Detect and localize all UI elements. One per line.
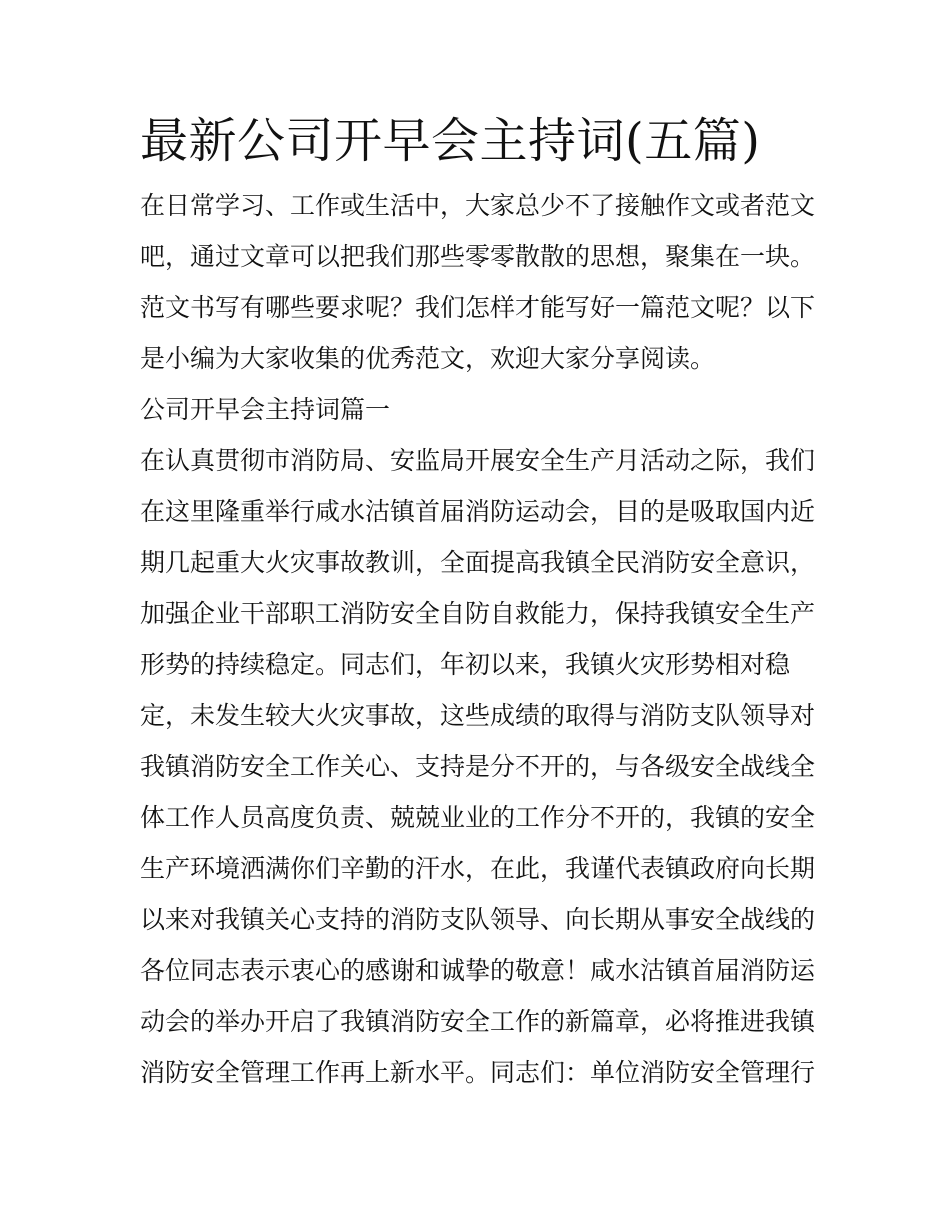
section-heading: 公司开早会主持词篇一: [140, 395, 391, 425]
paragraph-line: 在这里隆重举行咸水沽镇首届消防运动会，目的是吸取国内近: [140, 497, 816, 527]
paragraph-line: 形势的持续稳定。同志们，年初以来，我镇火灾形势相对稳: [140, 650, 791, 680]
paragraph-line: 生产环境洒满你们辛勤的汗水，在此，我谨代表镇政府向长期: [140, 854, 816, 884]
document-body: [140, 180, 816, 1098]
paragraph-line: 我镇消防安全工作关心、支持是分不开的，与各级安全战线全: [140, 752, 816, 782]
paragraph-line: 在认真贯彻市消防局、安监局开展安全生产月活动之际，我们: [140, 446, 816, 476]
paragraph-line: 在日常学习、工作或生活中，大家总少不了接触作文或者范文: [140, 191, 816, 221]
paragraph-line: 以来对我镇关心支持的消防支队领导、向长期从事安全战线的: [140, 905, 816, 935]
paragraph-line: 动会的举办开启了我镇消防安全工作的新篇章，必将推进我镇: [140, 1007, 816, 1037]
paragraph-line: 加强企业干部职工消防安全自防自救能力，保持我镇安全生产: [140, 599, 816, 629]
paragraph-line: 各位同志表示衷心的感谢和诚挚的敬意！咸水沽镇首届消防运: [140, 956, 816, 986]
paragraph-line: 是小编为大家收集的优秀范文，欢迎大家分享阅读。: [140, 344, 716, 374]
paragraph-line: 范文书写有哪些要求呢？我们怎样才能写好一篇范文呢？以下: [140, 293, 816, 323]
document-title: 最新公司开早会主持词(五篇): [140, 113, 761, 169]
paragraph-line: 定，未发生较大火灾事故，这些成绩的取得与消防支队领导对: [140, 701, 816, 731]
paragraph-line: 期几起重大火灾事故教训，全面提高我镇全民消防安全意识，: [140, 548, 816, 578]
paragraph-line: 消防安全管理工作再上新水平。同志们：单位消防安全管理行: [140, 1058, 816, 1088]
paragraph-line: 体工作人员高度负责、兢兢业业的工作分不开的，我镇的安全: [140, 803, 816, 833]
document-page: [140, 110, 816, 1098]
paragraph-line: 吧，通过文章可以把我们那些零零散散的思想，聚集在一块。: [140, 242, 816, 272]
